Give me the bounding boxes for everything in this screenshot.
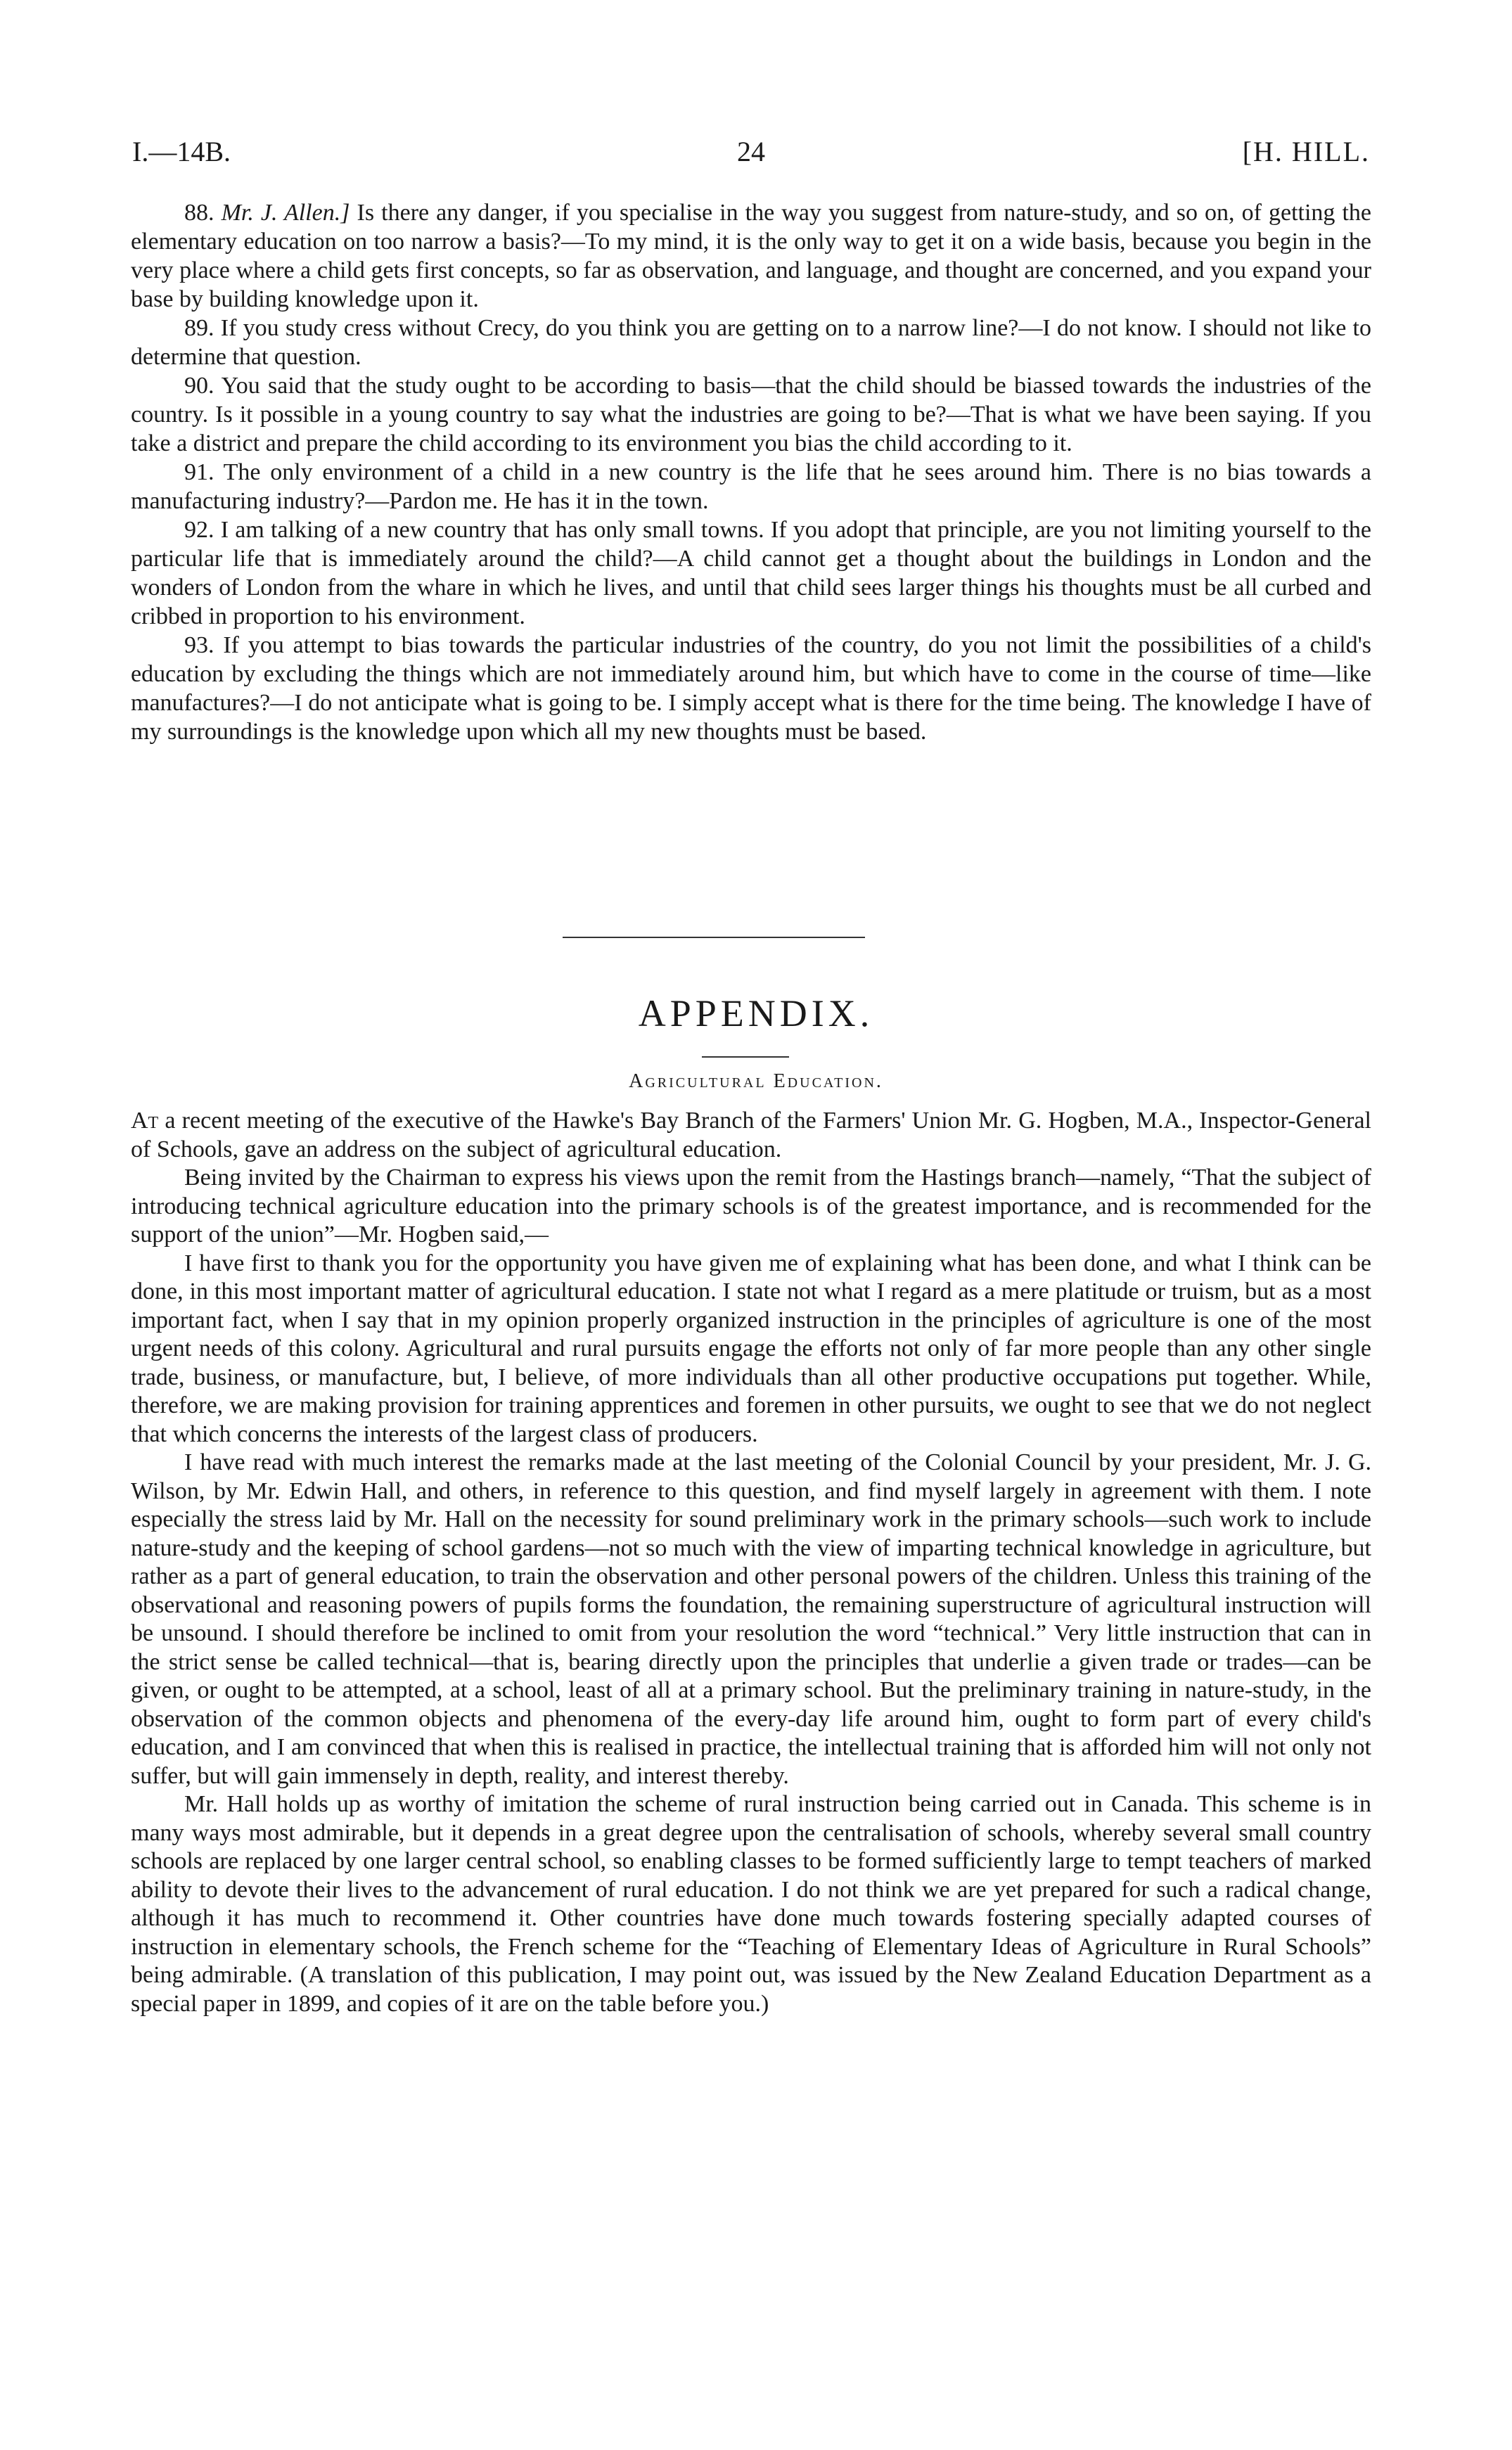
opening-word: At [131, 1108, 159, 1134]
appendix-paragraph-5: Mr. Hall holds up as worthy of imitation the scheme of rural instruction being carried out in Canada. This scheme is in many ways most admirable, but it depends in a great degree upon the centralisation of schools, whereby several small country schools are replaced by one larger central school, so enabling classes to be formed sufficiently large to tempt teachers of marked ability to devote their lives to the advancement of rural education. I do not think we are yet prepared for such a radical change, although it has much to recommend it. Other countries have done much towards fostering specially adapted courses of instruction in elementary schools, the French scheme for the “Teaching of Elementary Ideas of Agriculture in Rural Schools” being admirable. (A translation of this publication, I may point out, was issued by the New Zealand Education Department as a special paper in 1899, and copies of it are on the table before you.) [131, 1791, 1371, 2017]
appendix-paragraph-3: I have first to thank you for the opportunity you have given me of explaining what has been done, and what I think can be done, in this most important matter of agricultural education. I state not what I regard as a mere platitude or truism, but as a most important fact, when I say that in my opinion properly organized instruction in the principles of agriculture is one of the most urgent needs of this colony. Agricultural and rural pursuits engage the efforts not only of far more people than any other single trade, business, or manufacture, but, I believe, of more individuals than all other productive occupations put together. While, therefore, we are making provision for training apprentices and foremen in other pursuits, we ought to see that we do not neglect that which concerns the interests of the largest class of producers. [131, 1250, 1371, 1447]
question-number: 92. [184, 517, 214, 543]
witness-name: [H. HILL. [1242, 136, 1370, 167]
section-divider [563, 937, 865, 938]
question-number: 93. [184, 632, 214, 658]
question-89 [131, 314, 1371, 371]
appendix-paragraph-2: Being invited by the Chairman to express his views upon the remit from the Hastings branch—namely, “That the subject of introducing technical agriculture education into the primary schools is of the greatest importance, and is recommended for the support of the union”—Mr. Hogben said,— [131, 1165, 1371, 1248]
question-text: Is there any danger, if you specialise in the way you suggest from nature-study, and so on, of getting the elementary education on too narrow a basis?—To my mind, it is the only way to get it on a wide basis, because you begin in the very place where a child gets first concepts, so far as observation, and language, and thought are concerned, and you expand your base by building knowledge upon it. [131, 200, 1372, 312]
question-number: 88. [184, 200, 214, 226]
question-93 [131, 631, 1371, 746]
question-92 [131, 515, 1371, 631]
question-text: If you study cress without Crecy, do you think you are getting on to a narrow line?—I do not know. I should not like to determine that question. [131, 315, 1371, 370]
page-header [132, 135, 1370, 177]
question-number: 90. [184, 373, 214, 399]
appendix-body [131, 1107, 1371, 2018]
evidence-questions [131, 198, 1371, 746]
question-text: You said that the study ought to be according to basis—that the child should be biassed towards the industries of the country. Is it possible in a young country to say what the industries are going to be?—That is what we have been saying. If you take a district and prepare the child according to its environment you bias the child according to it. [131, 373, 1371, 456]
page-number: 24 [737, 136, 765, 167]
question-text: I am talking of a new country that has only small towns. If you adopt that principle, are you not limiting yourself to the particular life that is immediately around the child?—A child cannot get a thought about the buildings in London and the wonders of London from the whare in which he lives, and until that child sees larger things his thoughts must be all curbed and cribbed in proportion to his environment. [131, 517, 1371, 629]
question-number: 89. [184, 315, 214, 341]
question-number: 91. [184, 459, 214, 485]
question-88 [131, 198, 1371, 314]
question-text: The only environment of a child in a new country is the life that he sees around him. There is no bias towards a manufacturing industry?—Pardon me. He has it in the town. [131, 459, 1371, 514]
parliamentary-paper-reference: I.—14B. [132, 136, 231, 167]
question-text: If you attempt to bias towards the particular industries of the country, do you not limit the possibilities of a child's education by excluding the things which are not immediately around him, but which have to come in the course of time—like manufactures?—I do not anticipate what is going to be. I simply accept what is there for the time being. The knowledge I have of my surroundings is the knowledge upon which all my new thoughts must be based. [131, 632, 1372, 745]
question-90 [131, 371, 1371, 458]
question-91 [131, 458, 1371, 515]
questioner-name: Mr. J. Allen.] [221, 200, 350, 226]
appendix-subheading: Agricultural Education. [629, 1070, 883, 1092]
paragraph-text: a recent meeting of the executive of the Hawke's Bay Branch of the Farmers' Union Mr. G. Hogben, M.A., Inspector-General of Schools, gave an address on the subject of agricultural education. [131, 1108, 1371, 1162]
appendix-heading: APPENDIX. [638, 992, 874, 1034]
appendix-paragraph-1 [131, 1107, 1371, 1164]
appendix-paragraph-4: I have read with much interest the remarks made at the last meeting of the Colonial Council by your president, Mr. J. G. Wilson, by Mr. Edwin Hall, and others, in reference to this question, and find myself largely in agreement with them. I note especially the stress laid by Mr. Hall on the necessity for sound preliminary work in the primary schools—such work to include nature-study and the keeping of school gardens—not so much with the view of imparting technical knowledge in agriculture, but rather as a part of general education, to train the observation and other personal powers of the children. Unless this training of the observational and reasoning powers of pupils forms the foundation, the remaining superstructure of agricultural instruction will be unsound. I should therefore be inclined to omit from your resolution the word “technical.” Very little instruction that can in the strict sense be called technical—that is, bearing directly upon the principles that underlie a given trade or trades—can be given, or ought to be attempted, at a school, least of all at a primary school. But the preliminary training in nature-study, in the observation of the common objects and phenomena of the every-day life around him, ought to form part of every child's education, and I am convinced that when this is realised in practice, the intellectual training that is afforded him will not only not suffer, but will gain immensely in depth, reality, and interest thereby. [131, 1449, 1371, 1789]
heading-underline [702, 1056, 789, 1058]
